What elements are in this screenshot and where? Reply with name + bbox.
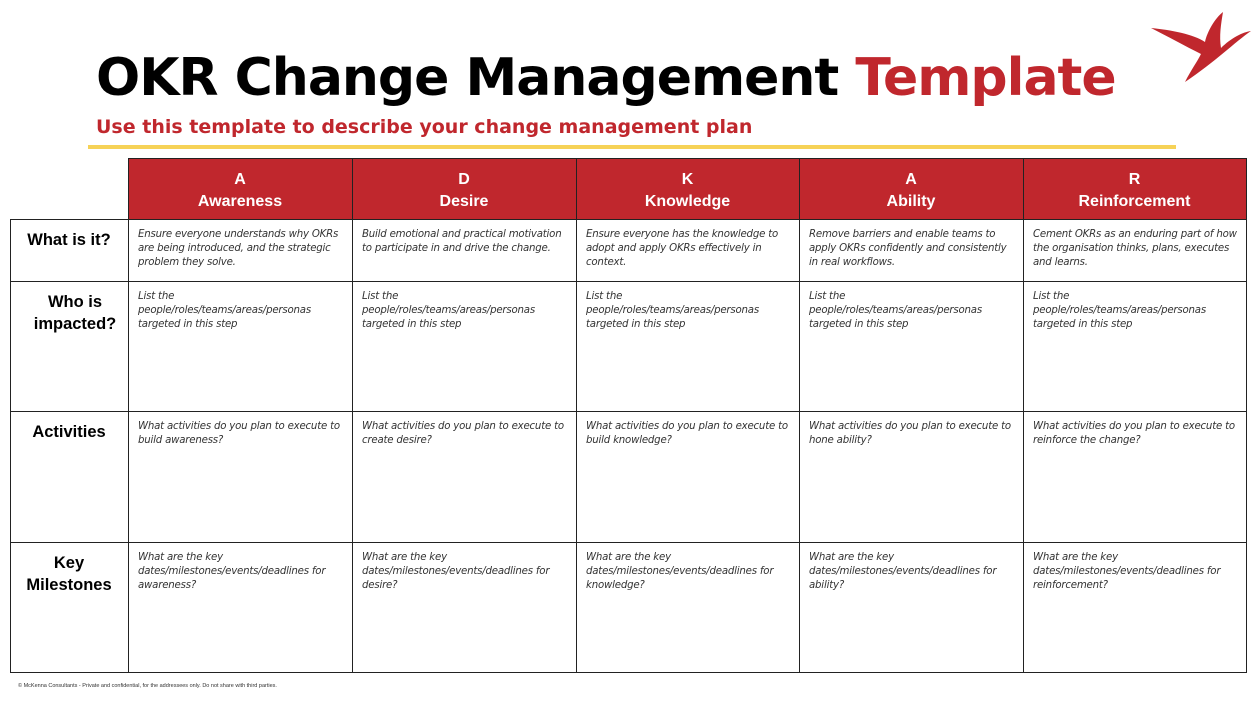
grid-horizontal-line	[10, 219, 1247, 220]
grid-vertical-line	[10, 219, 11, 673]
grid-horizontal-line	[10, 672, 1247, 673]
column-letter: D	[458, 171, 470, 188]
column-header-reinforcement	[1023, 158, 1246, 219]
row-label-key-milestones: Key Milestones	[26, 554, 112, 594]
grid-horizontal-line	[10, 281, 1247, 282]
column-letter: A	[234, 171, 246, 188]
cell-who-is-impacted-desire[interactable]: List the people/roles/teams/areas/personas targeted in this step	[362, 291, 535, 330]
row-label-who-is-impacted: Who is impacted?	[33, 293, 117, 333]
grid-vertical-line	[1246, 158, 1247, 673]
cell-activities-knowledge[interactable]: What activities do you plan to execute to build knowledge?	[586, 421, 788, 446]
column-letter: A	[905, 171, 917, 188]
footer-confidentiality: © McKenna Consultants - Private and confidential, for the addressees only. Do not share with third parties.	[18, 683, 277, 689]
cell-who-is-impacted-reinforcement[interactable]: List the people/roles/teams/areas/personas targeted in this step	[1033, 291, 1206, 330]
cell-key-milestones-knowledge[interactable]: What are the key dates/milestones/events/deadlines for knowledge?	[586, 552, 774, 591]
cell-activities-awareness[interactable]: What activities do you plan to execute to build awareness?	[138, 421, 340, 446]
cell-who-is-impacted-ability[interactable]: List the people/roles/teams/areas/personas targeted in this step	[809, 291, 982, 330]
column-name: Knowledge	[644, 193, 731, 210]
column-name: Reinforcement	[1078, 193, 1191, 210]
cell-activities-ability[interactable]: What activities do you plan to execute to hone ability?	[809, 421, 1011, 446]
title-main: OKR Change Management	[96, 48, 839, 108]
page-title	[96, 40, 1116, 116]
column-header-ability	[799, 158, 1023, 219]
cell-key-milestones-awareness[interactable]: What are the key dates/milestones/events/deadlines for awareness?	[138, 552, 326, 591]
grid-vertical-line	[576, 158, 577, 673]
column-name: Ability	[886, 193, 936, 210]
cell-who-is-impacted-awareness[interactable]: List the people/roles/teams/areas/personas targeted in this step	[138, 291, 311, 330]
cell-what-is-it-ability[interactable]: Remove barriers and enable teams to apply OKRs confidently and consistently in real workflows.	[809, 229, 1007, 268]
column-letter: R	[1128, 171, 1141, 188]
cell-what-is-it-awareness[interactable]: Ensure everyone understands why OKRs are being introduced, and the strategic problem they solve.	[138, 229, 339, 268]
title-underline	[88, 145, 1176, 149]
cell-activities-reinforcement[interactable]: What activities do you plan to execute to reinforce the change?	[1033, 421, 1235, 446]
swallow-bird-icon	[1145, 8, 1253, 90]
page-subtitle: Use this template to describe your change management plan	[96, 116, 753, 138]
column-name: Awareness	[197, 193, 283, 210]
column-header-knowledge	[576, 158, 799, 219]
title-accent: Template	[855, 48, 1116, 108]
cell-key-milestones-desire[interactable]: What are the key dates/milestones/events/deadlines for desire?	[362, 552, 550, 591]
column-header-desire	[352, 158, 576, 219]
column-name: Desire	[439, 193, 489, 210]
grid-vertical-line	[799, 158, 800, 673]
row-label-what-is-it: What is it?	[27, 231, 111, 249]
grid-vertical-line	[128, 158, 129, 673]
grid-horizontal-line	[10, 411, 1247, 412]
cell-what-is-it-reinforcement[interactable]: Cement OKRs as an enduring part of how the organisation thinks, plans, executes and learns.	[1033, 229, 1237, 268]
cell-what-is-it-desire[interactable]: Build emotional and practical motivation to participate in and drive the change.	[362, 229, 562, 254]
cell-who-is-impacted-knowledge[interactable]: List the people/roles/teams/areas/personas targeted in this step	[586, 291, 759, 330]
cell-key-milestones-ability[interactable]: What are the key dates/milestones/events/deadlines for ability?	[809, 552, 997, 591]
grid-horizontal-line	[128, 158, 1247, 159]
column-letter: K	[681, 171, 694, 188]
grid-vertical-line	[1023, 158, 1024, 673]
cell-activities-desire[interactable]: What activities do you plan to execute to create desire?	[362, 421, 564, 446]
grid-vertical-line	[352, 158, 353, 673]
cell-key-milestones-reinforcement[interactable]: What are the key dates/milestones/events/deadlines for reinforcement?	[1033, 552, 1221, 591]
column-header-awareness	[128, 158, 352, 219]
row-label-activities: Activities	[32, 423, 106, 441]
grid-horizontal-line	[10, 542, 1247, 543]
cell-what-is-it-knowledge[interactable]: Ensure everyone has the knowledge to adopt and apply OKRs effectively in context.	[586, 229, 779, 268]
